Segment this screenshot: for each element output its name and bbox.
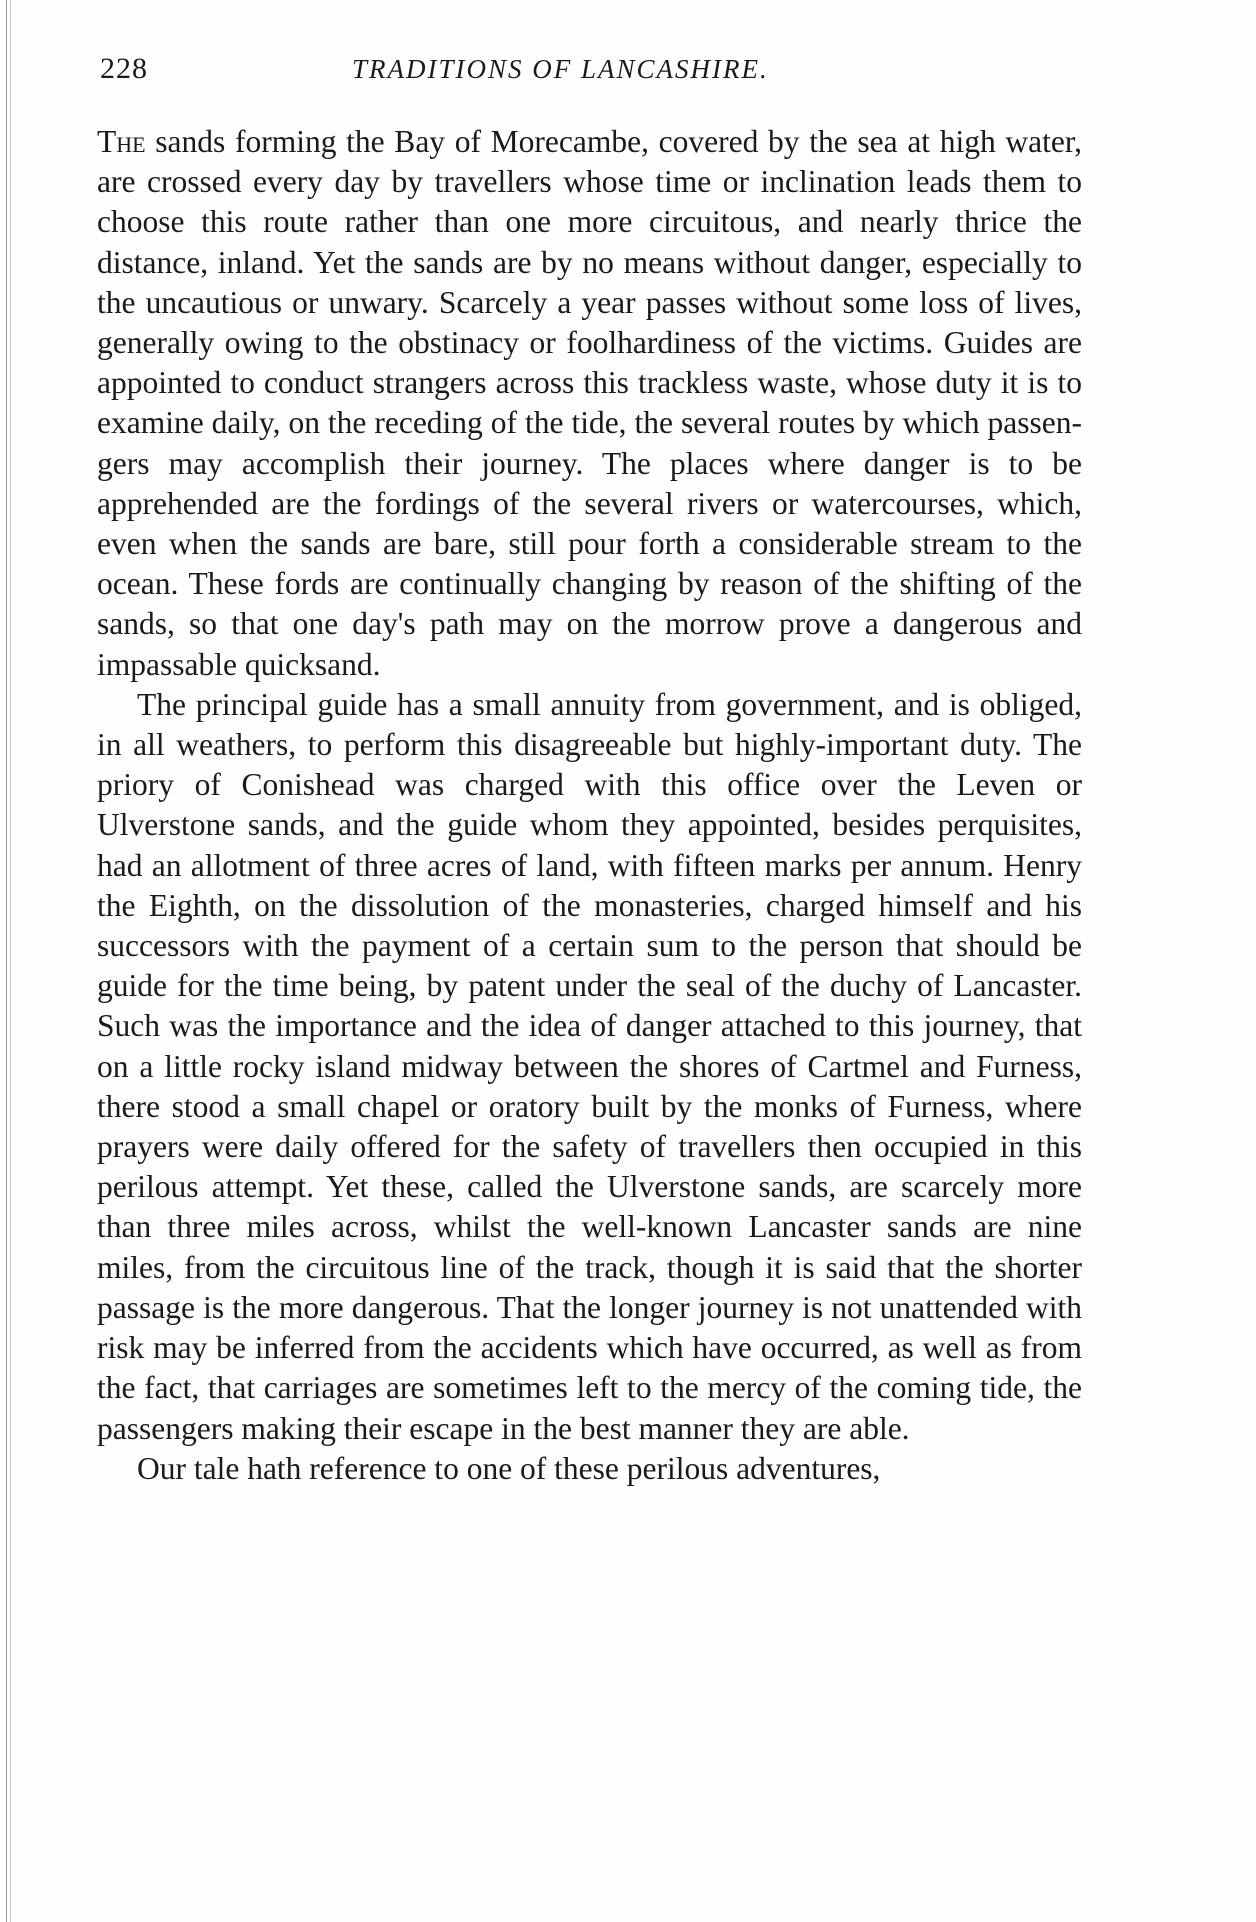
binding-edge-line	[6, 0, 7, 1922]
page-number: 228	[100, 52, 148, 85]
running-head	[100, 52, 1080, 92]
binding-edge-shadow	[10, 0, 11, 1922]
paragraph-2: The principal guide has a small annuity from government, and is obliged, in all weathers, to perform this disagreeable but highly-important duty. The priory of Conishead was charged with this office over the Leven or Ulverstone sands, and the guide whom they appointed, besides perquisites, had an allotment of three acres of land, with fifteen marks per annum. Henry the Eighth, on the dissolution of the monasteries, charged himself and his successors with the payment of a certain sum to the person that should be guide for the time being, by patent under the seal of the duchy of Lancaster. Such was the importance and the idea of danger attached to this journey, that on a little rocky island midway between the shores of Cartmel and Furness, there stood a small chapel or oratory built by the monks of Furness, where prayers were daily offered for the safety of travellers then occupied in this perilous attempt. Yet these, called the Ulverstone sands, are scarcely more than three miles across, whilst the well-known Lancaster sands are nine miles, from the circuitous line of the track, though it is said that the shorter passage is the more dangerous. That the longer journey is not unattended with risk may be inferred from the accidents which have occurred, as well as from the fact, that carriages are sometimes left to the mercy of the coming tide, the passengers making their escape in the best manner they are able.	[97, 686, 1082, 1446]
paragraph-3: Our tale hath reference to one of these perilous adventures,	[137, 1450, 881, 1486]
paragraph-1-text: sands forming the Bay of Morecambe, covered by the sea at high water, are crossed every day by travellers whose time or inclination leads them to choose this route rather than one more circuitous, and nearly thrice the distance, inland. Yet the sands are by no means without danger, especially to the uncautious or unwary. Scarcely a year passes without some loss of lives, generally owing to the obstinacy or foolhardiness of the victims. Guides are appointed to conduct strangers across this trackless waste, whose duty it is to examine daily, on the receding of the tide, the several routes by which passengers may accomplish their journey. The places where danger is to be apprehended are the fordings of the several rivers or watercourses, which, even when the sands are bare, still pour forth a considerable stream to the ocean. These fords are continually changing by reason of the shifting of the sands, so that one day's path may on the morrow prove a dangerous and impassable quicksand.	[97, 124, 1082, 682]
paragraph-1	[97, 122, 1082, 685]
paragraph-1-lead: The	[97, 124, 146, 159]
body-text	[97, 122, 1082, 1489]
running-head-title: TRADITIONS OF LANCASHIRE.	[352, 54, 769, 84]
